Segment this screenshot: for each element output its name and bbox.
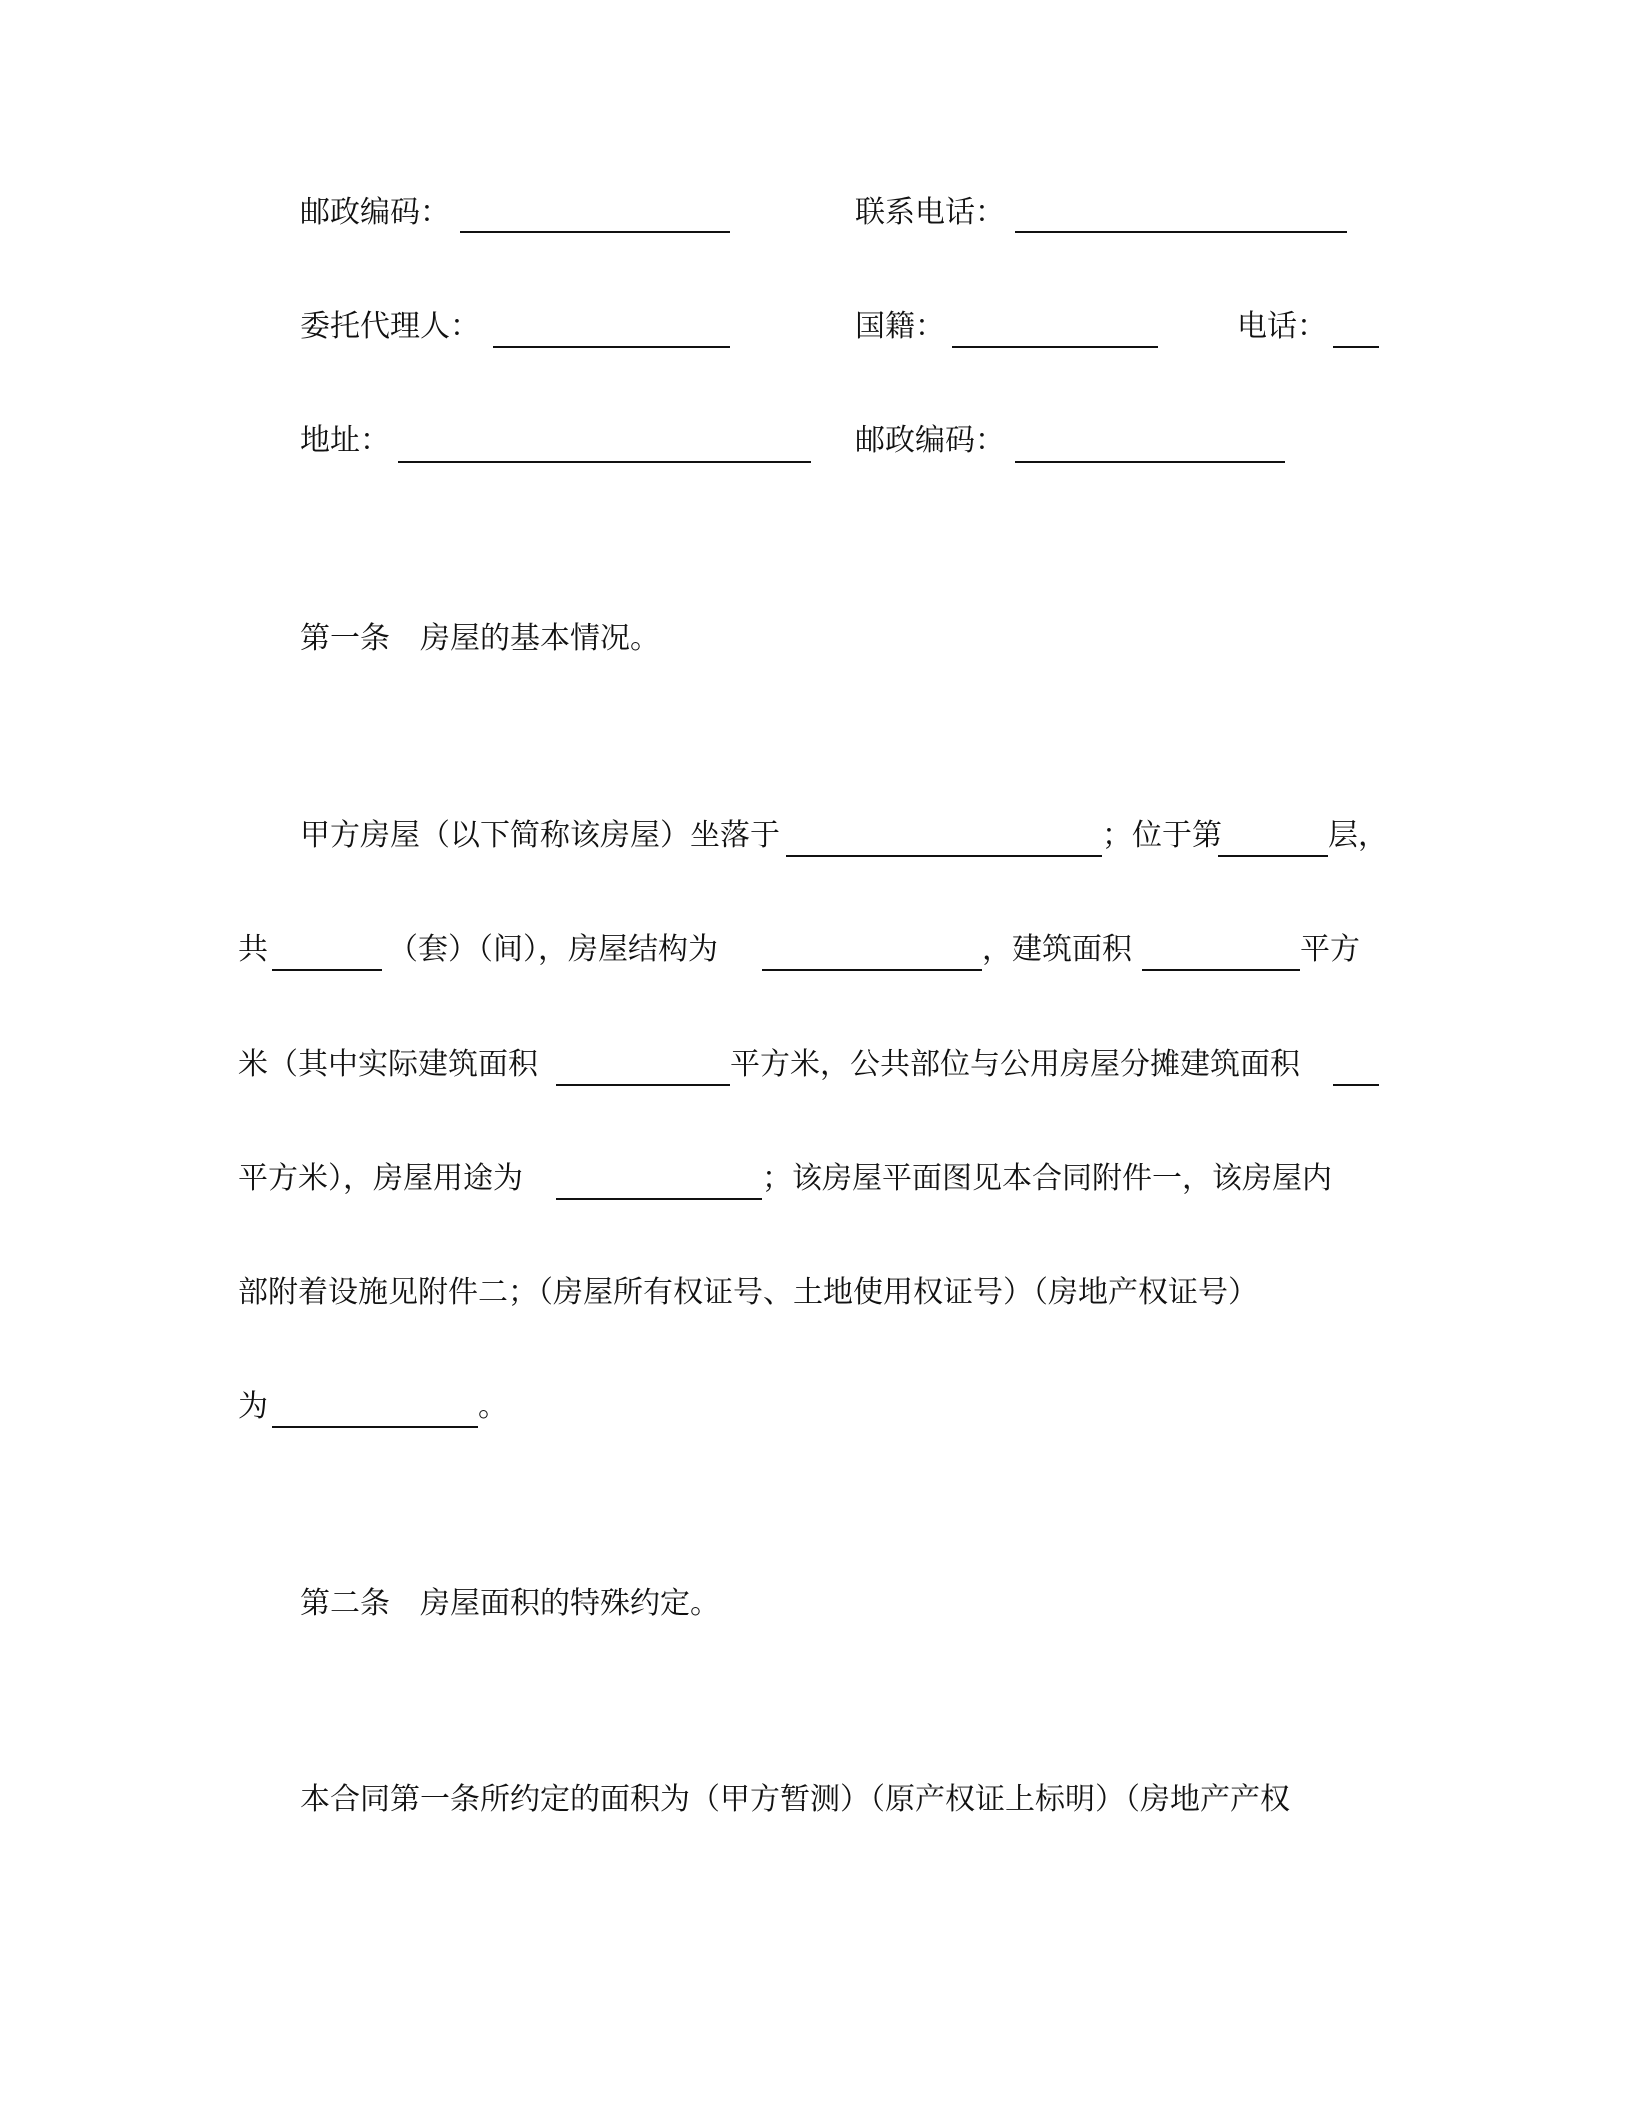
article1-line5: 部附着设施见附件二；（房屋所有权证号、土地使用权证号）（房地产权证号） bbox=[238, 1275, 1258, 1310]
article1-heading: 第一条 房屋的基本情况。 bbox=[300, 621, 660, 656]
agent-label: 委托代理人： bbox=[300, 309, 480, 344]
postal-code-field[interactable] bbox=[460, 231, 730, 233]
article1-line2-a: 共 bbox=[238, 932, 268, 967]
certificate-number-field[interactable] bbox=[272, 1426, 478, 1428]
article1-line6-a: 为 bbox=[238, 1389, 268, 1424]
total-floors-field[interactable] bbox=[272, 969, 382, 971]
address-label: 地址： bbox=[300, 423, 390, 458]
article2-heading: 第二条 房屋面积的特殊约定。 bbox=[300, 1586, 720, 1621]
postal-code-label-2: 邮政编码： bbox=[855, 423, 1005, 458]
tel-label: 电话： bbox=[1237, 309, 1327, 344]
actual-area-field[interactable] bbox=[556, 1084, 730, 1086]
article2-line1: 本合同第一条所约定的面积为（甲方暂测）（原产权证上标明）（房地产产权 bbox=[300, 1782, 1290, 1817]
agent-field[interactable] bbox=[493, 346, 730, 348]
structure-field[interactable] bbox=[762, 969, 982, 971]
article1-line2-c: ，建筑面积 bbox=[982, 932, 1132, 967]
shared-area-field[interactable] bbox=[1333, 1084, 1379, 1086]
article1-line4-b: ；该房屋平面图见本合同附件一，该房屋内 bbox=[762, 1161, 1332, 1196]
nationality-field[interactable] bbox=[952, 346, 1158, 348]
article1-line4-a: 平方米），房屋用途为 bbox=[238, 1161, 523, 1196]
postal-code-field-2[interactable] bbox=[1015, 461, 1285, 463]
usage-field[interactable] bbox=[556, 1198, 762, 1200]
tel-field[interactable] bbox=[1333, 346, 1379, 348]
article1-line1-c: 层， bbox=[1328, 818, 1388, 853]
building-area-field[interactable] bbox=[1142, 969, 1300, 971]
phone-field[interactable] bbox=[1015, 231, 1347, 233]
article1-line2-b: （套）（间），房屋结构为 bbox=[388, 932, 718, 967]
article1-line3-a: 米（其中实际建筑面积 bbox=[238, 1047, 538, 1082]
article1-line3-b: 平方米，公共部位与公用房屋分摊建筑面积 bbox=[730, 1047, 1300, 1082]
article1-line6-b: 。 bbox=[478, 1389, 508, 1424]
article1-line1-a: 甲方房屋（以下简称该房屋）坐落于 bbox=[300, 818, 780, 853]
postal-code-label: 邮政编码： bbox=[300, 195, 450, 230]
article1-line2-d: 平方 bbox=[1300, 932, 1360, 967]
floor-field[interactable] bbox=[1218, 855, 1328, 857]
address-field[interactable] bbox=[398, 461, 811, 463]
location-field[interactable] bbox=[786, 855, 1102, 857]
nationality-label: 国籍： bbox=[855, 309, 945, 344]
phone-label: 联系电话： bbox=[855, 195, 1005, 230]
article1-line1-b: ；位于第 bbox=[1102, 818, 1222, 853]
